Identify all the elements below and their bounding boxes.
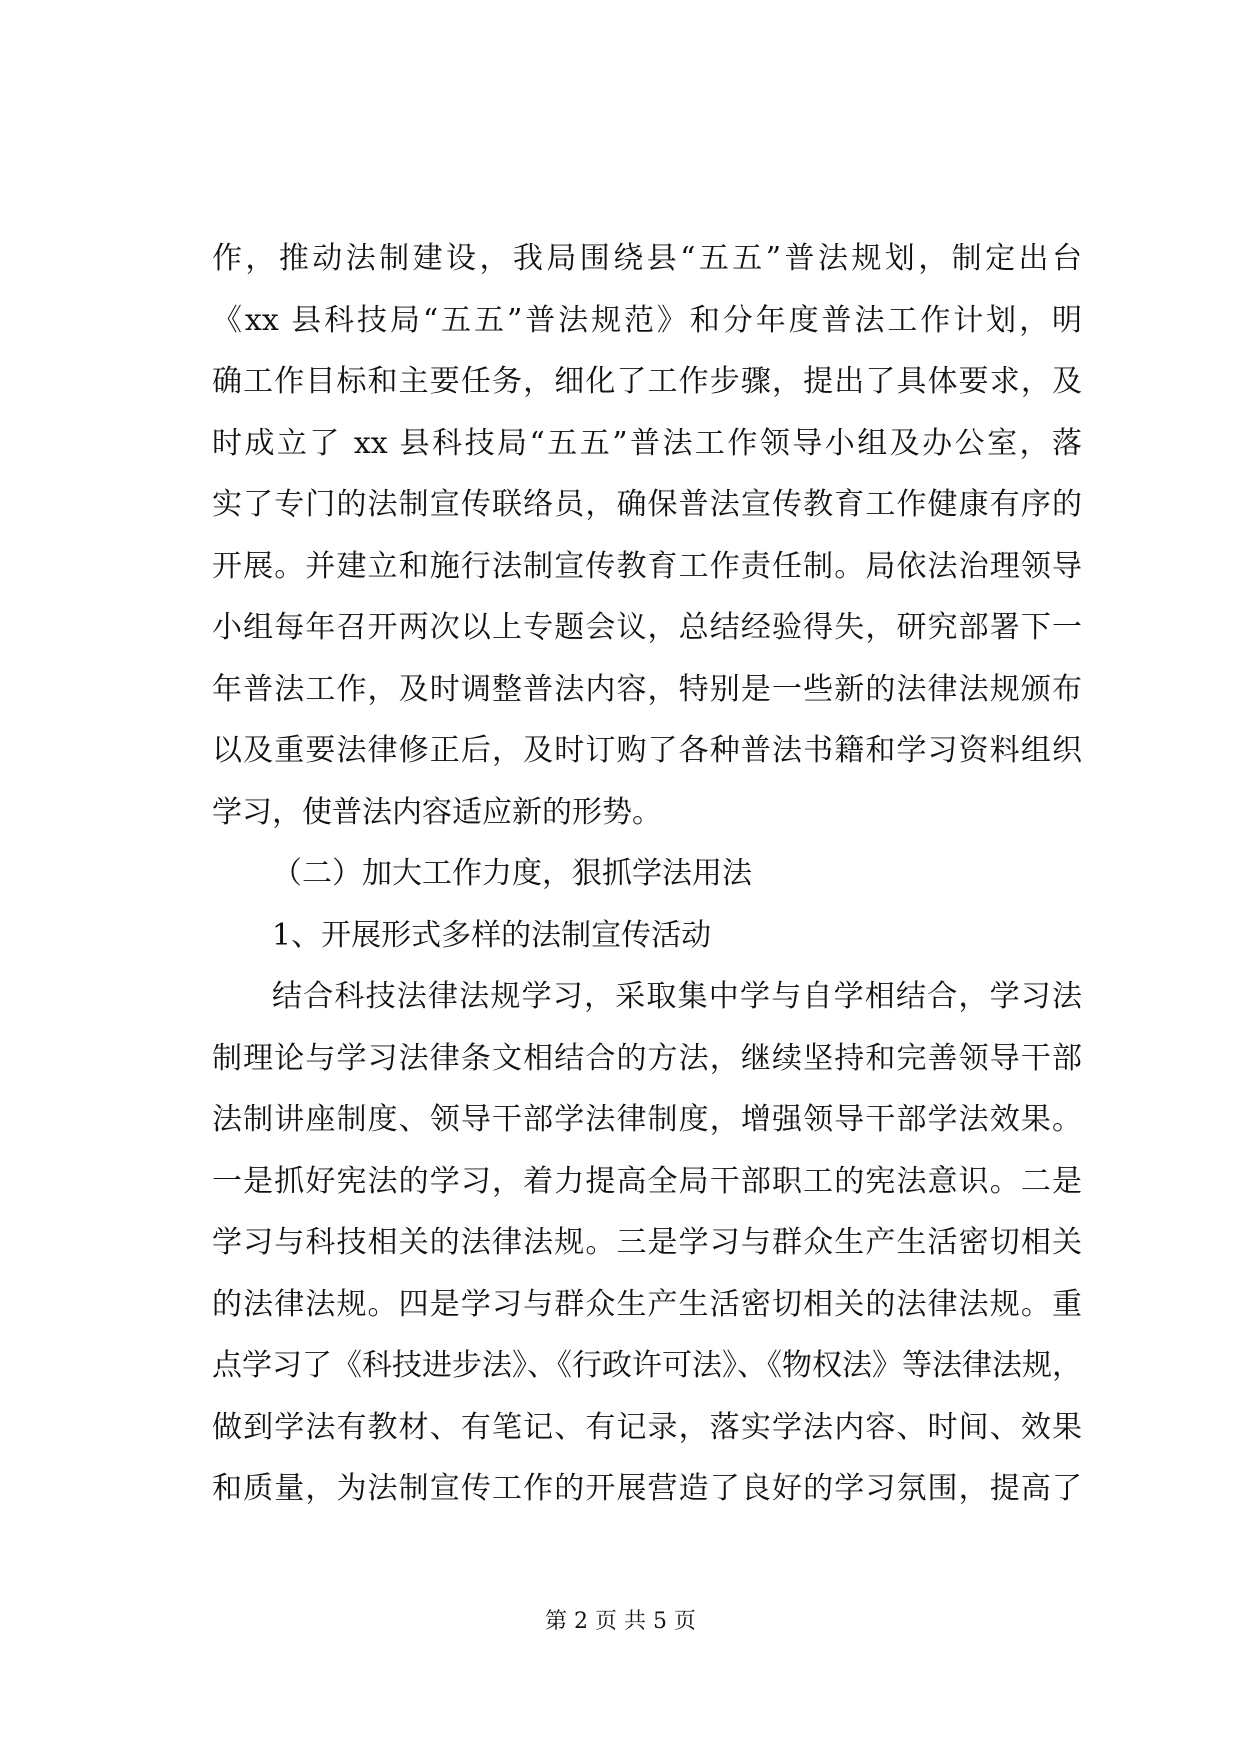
paragraph-first-line: 结合科技法律法规学习，采取集中学与自学相结合，学习法 [272,979,1082,1014]
text-line: 学习与科技相关的法律法规。三是学习与群众生产生活密切相关 [212,1225,1082,1260]
text-line: 以及重要法律修正后，及时订购了各种普法书籍和学习资料组织 [212,733,1082,768]
text-line: 和质量，为法制宣传工作的开展营造了良好的学习氛围，提高了 [212,1471,1082,1506]
text-line: 点学习了《科技进步法》、《行政许可法》、《物权法》等法律法规， [212,1348,1082,1383]
page-number-footer: 第 2 页 共 5 页 [545,1609,696,1634]
text-line: 小组每年召开两次以上专题会议，总结经验得失，研究部署下一 [212,610,1082,645]
section-heading: （二）加大工作力度，狠抓学法用法 [272,856,752,891]
text-line: 法制讲座制度、领导干部学法律制度，增强领导干部学法效果。 [212,1102,1082,1137]
text-line: 的法律法规。四是学习与群众生产生活密切相关的法律法规。重 [212,1286,1082,1322]
subsection-heading: 1、开展形式多样的法制宣传活动 [272,917,712,953]
text-line: 作，推动法制建设，我局围绕县“五五”普法规划，制定出台 [212,241,1082,276]
text-line: 学习，使普法内容适应新的形势。 [212,794,662,830]
text-line: 制理论与学习法律条文相结合的方法，继续坚持和完善领导干部 [212,1040,1082,1076]
text-line: 年普法工作，及时调整普法内容，特别是一些新的法律法规颁布 [212,671,1082,707]
text-line: 做到学法有教材、有笔记、有记录，落实学法内容、时间、效果 [212,1409,1082,1445]
text-line: 一是抓好宪法的学习，着力提高全局干部职工的宪法意识。二是 [212,1163,1082,1199]
text-line: 时成立了 xx 县科技局“五五”普法工作领导小组及办公室，落 [212,425,1082,461]
text-line: 实了专门的法制宣传联络员，确保普法宣传教育工作健康有序的 [212,487,1082,522]
text-line: 《xx 县科技局“五五”普法规范》和分年度普法工作计划，明 [212,302,1082,338]
text-line: 开展。并建立和施行法制宣传教育工作责任制。局依法治理领导 [212,548,1082,584]
text-line: 确工作目标和主要任务，细化了工作步骤，提出了具体要求，及 [212,364,1082,399]
body-text [212,228,1082,1520]
